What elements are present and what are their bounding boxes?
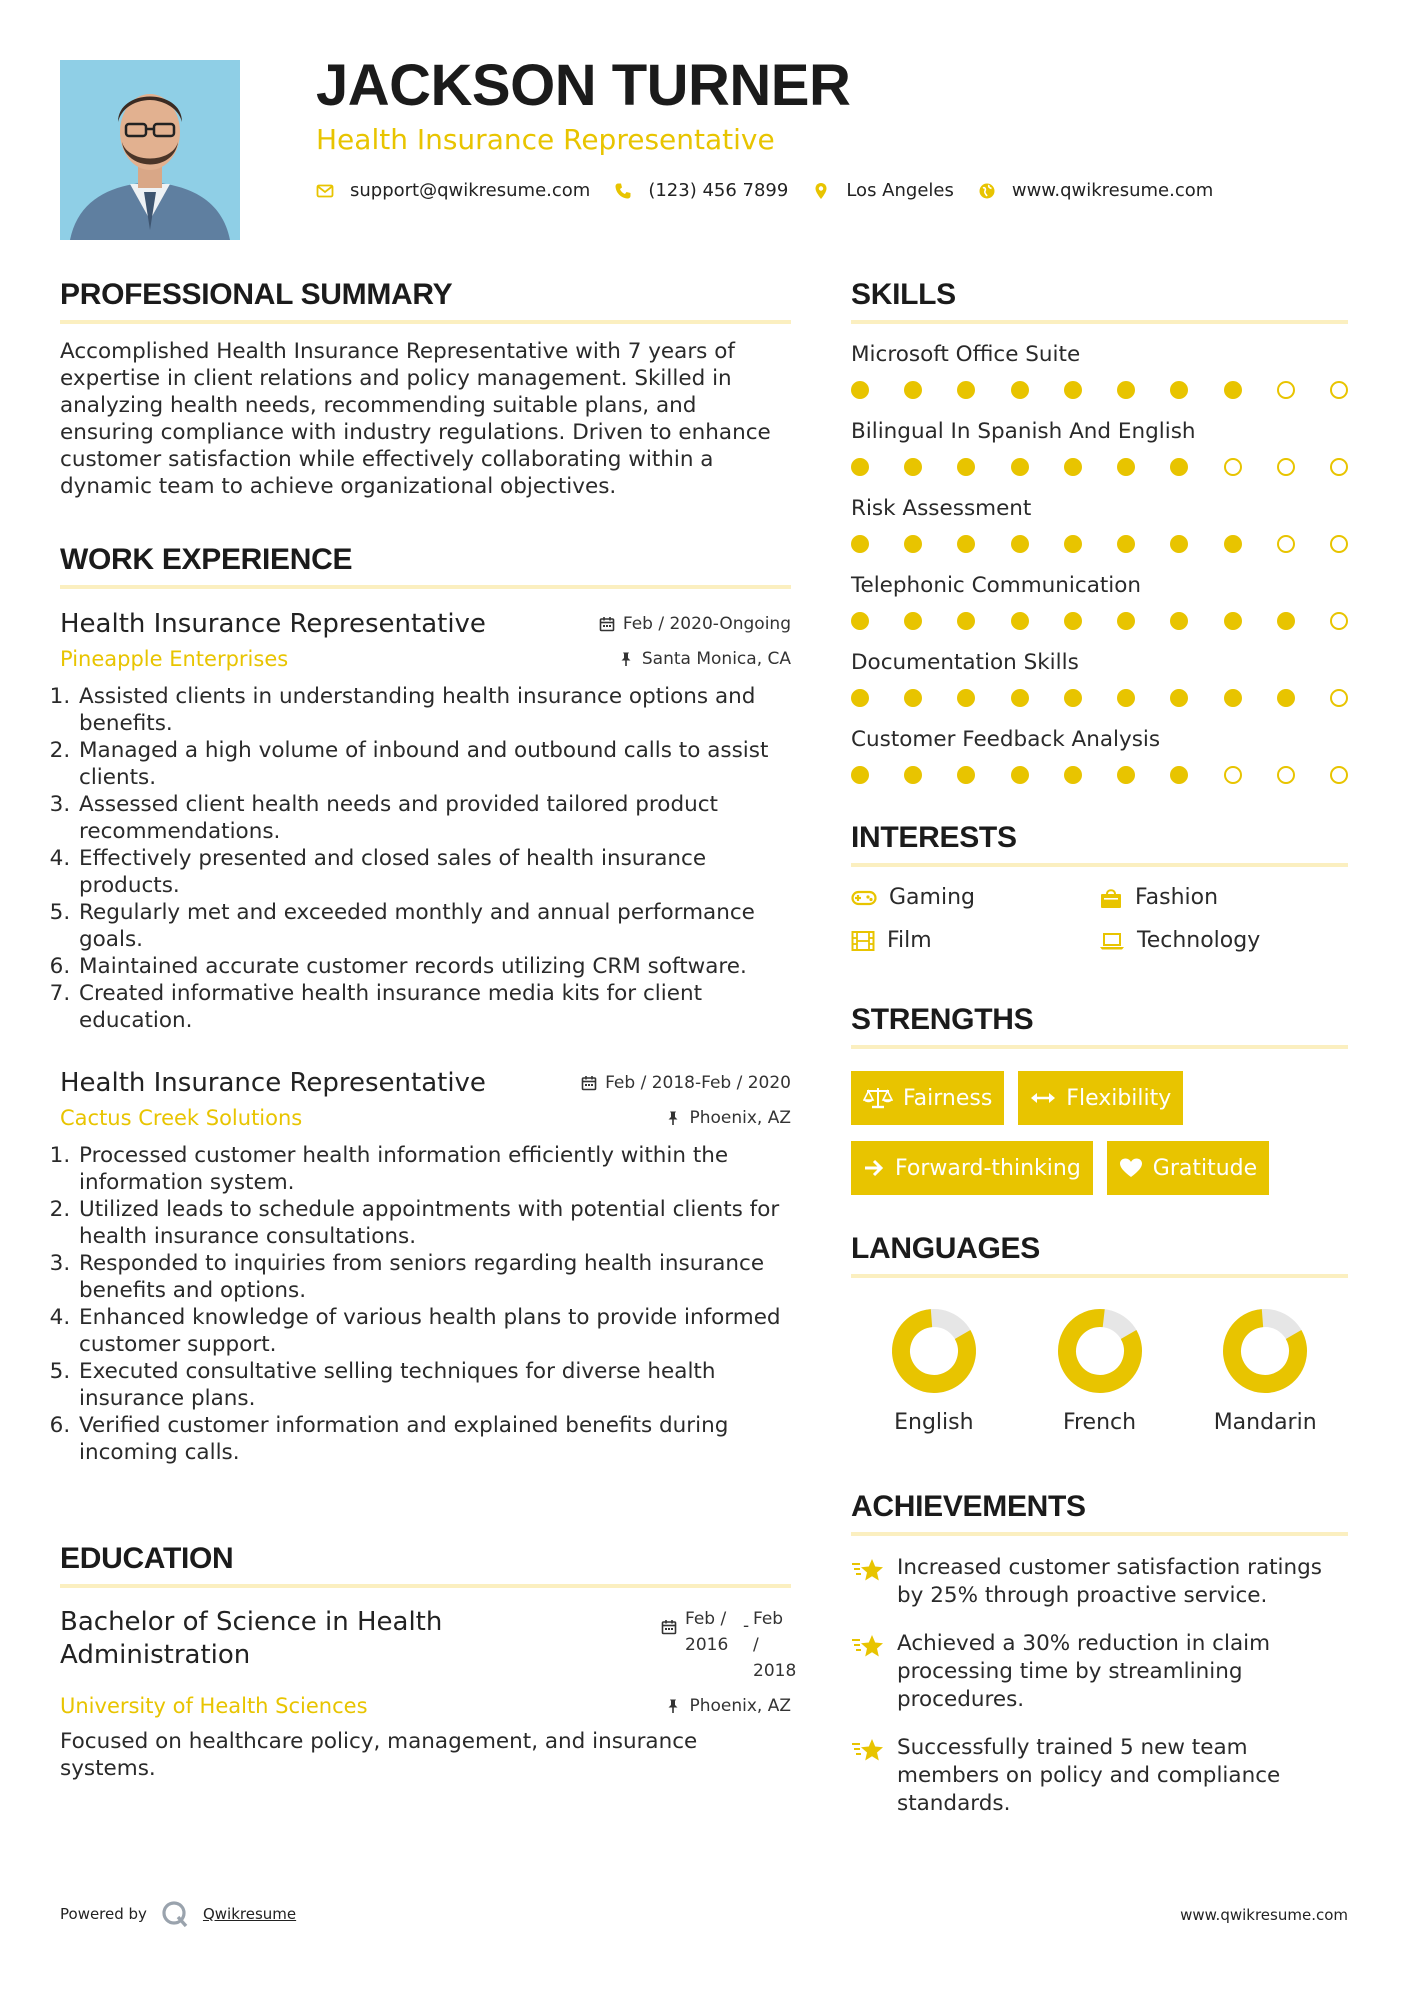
- interests-heading: INTERESTS: [851, 821, 1017, 854]
- star-icon: [851, 1736, 885, 1766]
- rating-dot-filled: [1011, 612, 1029, 630]
- job-bullet: 2. Managed a high volume of inbound and outbound calls to assist clients.: [77, 737, 791, 791]
- heart-icon: [1119, 1157, 1143, 1179]
- job-entry: [60, 609, 791, 1034]
- job-entry: [60, 1068, 791, 1466]
- powered-by-label: Powered by: [60, 1905, 147, 1923]
- skill-rating: [851, 381, 1348, 399]
- rating-dot-filled: [1064, 612, 1082, 630]
- achievement-text: Achieved a 30% reduction in claim processing time by streamlining procedures.: [897, 1631, 1271, 1712]
- job-bullet: 3. Assessed client health needs and provided tailored product recommendations.: [77, 791, 791, 845]
- job-bullet: 4. Enhanced knowledge of various health plans to provide informed customer support.: [77, 1304, 791, 1358]
- rating-dot-empty: [1330, 535, 1348, 553]
- education-location-text: Phoenix, AZ: [689, 1696, 791, 1716]
- job-bullet: 1. Assisted clients in understanding health insurance options and benefits.: [77, 683, 791, 737]
- job-bullet: 6. Maintained accurate customer records utilizing CRM software.: [77, 953, 791, 980]
- job-bullet: 5. Regularly met and exceeded monthly and annual performance goals.: [77, 899, 791, 953]
- job-dates: [581, 1073, 791, 1093]
- company-name: Cactus Creek Solutions: [60, 1106, 303, 1130]
- strength-tag: [1107, 1141, 1269, 1195]
- interest-label: Gaming: [889, 885, 975, 910]
- arrow-right-icon: [863, 1158, 885, 1178]
- pushpin-icon: [665, 1698, 681, 1714]
- contact-phone: (123) 456 7899: [648, 180, 789, 201]
- job-bullet: 7. Created informative health insurance media kits for client education.: [77, 980, 791, 1034]
- rating-dot-filled: [1064, 381, 1082, 399]
- education-start-year: 2016: [685, 1635, 729, 1655]
- candidate-title: Health Insurance Representative: [316, 123, 775, 156]
- achievements-section: [851, 1490, 1348, 1818]
- skill-rating: [851, 458, 1348, 476]
- section-divider: [851, 1274, 1348, 1278]
- rating-dot-filled: [1064, 535, 1082, 553]
- skill-rating: [851, 766, 1348, 784]
- rating-dot-filled: [1117, 381, 1135, 399]
- strength-label: Fairness: [903, 1085, 993, 1111]
- rating-dot-empty: [1277, 458, 1295, 476]
- job-location: [618, 649, 791, 669]
- footer-website[interactable]: www.qwikresume.com: [1180, 1906, 1348, 1924]
- pushpin-icon: [665, 1110, 681, 1126]
- rating-dot-empty: [1277, 766, 1295, 784]
- calendar-icon: [581, 1075, 597, 1091]
- summary-text: Accomplished Health Insurance Representative with 7 years of expertise in client relations and policy management. Skilled in analyzing health needs, recommending suitable plans, and ensuring compliance with industry regulations. Driven to enhance customer satisfaction while effectively collaborating within a dynamic team to achieve organizational objectives.: [60, 339, 771, 499]
- skill-item: [851, 419, 1348, 476]
- rating-dot-filled: [1011, 458, 1029, 476]
- rating-dot-filled: [851, 766, 869, 784]
- star-icon: [851, 1556, 885, 1586]
- rating-dot-empty: [1330, 689, 1348, 707]
- summary-heading: PROFESSIONAL SUMMARY: [60, 278, 453, 311]
- rating-dot-filled: [904, 381, 922, 399]
- rating-dot-filled: [851, 689, 869, 707]
- contact-location: Los Angeles: [846, 180, 954, 201]
- rating-dot-filled: [1117, 612, 1135, 630]
- strength-label: Gratitude: [1152, 1155, 1258, 1181]
- skill-name: Risk Assessment: [851, 496, 1032, 521]
- job-bullet: 2. Utilized leads to schedule appointments with potential clients for health insurance consultations.: [77, 1196, 791, 1250]
- rating-dot-filled: [851, 612, 869, 630]
- skill-name: Customer Feedback Analysis: [851, 727, 1161, 752]
- rating-dot-filled: [957, 381, 975, 399]
- pushpin-icon: [618, 651, 634, 667]
- job-title: Health Insurance Representative: [60, 609, 486, 639]
- contact-website[interactable]: www.qwikresume.com: [1011, 180, 1214, 201]
- education-end-year: 2018: [753, 1661, 797, 1681]
- section-divider: [60, 320, 791, 324]
- education-description: Focused on healthcare policy, management, and insurance systems.: [60, 1729, 698, 1781]
- job-bullet: 5. Executed consultative selling techniques for diverse health insurance plans.: [77, 1358, 791, 1412]
- rating-dot-filled: [1011, 689, 1029, 707]
- rating-dot-filled: [1170, 381, 1188, 399]
- strength-label: Forward-thinking: [895, 1155, 1081, 1181]
- rating-dot-filled: [904, 766, 922, 784]
- school-name: University of Health Sciences: [60, 1694, 368, 1718]
- rating-dot-empty: [1277, 381, 1295, 399]
- laptop-icon: [1099, 931, 1125, 951]
- globe-icon: [978, 182, 996, 200]
- language-name: Mandarin: [1213, 1410, 1317, 1435]
- interest-item: [851, 928, 1099, 953]
- degree-title: Bachelor of Science in Health Administration: [60, 1607, 443, 1670]
- experience-section: [60, 543, 791, 1466]
- skill-item: [851, 650, 1348, 707]
- interest-list: [851, 885, 1348, 953]
- rating-dot-filled: [851, 535, 869, 553]
- rating-dot-filled: [1170, 689, 1188, 707]
- job-subheader: [60, 647, 791, 671]
- education-heading: EDUCATION: [60, 1542, 234, 1575]
- rating-dot-filled: [904, 535, 922, 553]
- rating-dot-filled: [904, 458, 922, 476]
- skill-rating: [851, 689, 1348, 707]
- rating-dot-filled: [1224, 689, 1242, 707]
- rating-dot-filled: [957, 766, 975, 784]
- ring-fill: [1057, 1308, 1143, 1394]
- strengths-heading: STRENGTHS: [851, 1003, 1034, 1036]
- balance-scale-icon: [863, 1086, 893, 1110]
- achievements-heading: ACHIEVEMENTS: [851, 1490, 1086, 1523]
- job-bullet: 6. Verified customer information and explained benefits during incoming calls.: [77, 1412, 791, 1466]
- calendar-icon: [599, 616, 615, 632]
- rating-dot-filled: [1224, 535, 1242, 553]
- skill-list: [851, 342, 1348, 784]
- rating-dot-empty: [1330, 766, 1348, 784]
- achievement-text: Successfully trained 5 new team members on policy and compliance standards.: [897, 1735, 1281, 1816]
- section-divider: [851, 863, 1348, 867]
- education-location: [665, 1696, 791, 1716]
- job-location-text: Santa Monica, CA: [641, 649, 791, 669]
- interest-label: Film: [887, 928, 932, 953]
- section-divider: [851, 1532, 1348, 1536]
- interest-item: [1099, 885, 1347, 910]
- language-proficiency-ring: [891, 1308, 977, 1394]
- rating-dot-filled: [1064, 458, 1082, 476]
- rating-dot-filled: [957, 458, 975, 476]
- rating-dot-filled: [1277, 689, 1295, 707]
- qwikresume-logo-icon: [161, 1900, 189, 1928]
- envelope-icon: [316, 182, 334, 200]
- rating-dot-filled: [851, 381, 869, 399]
- profile-photo: [60, 60, 240, 240]
- film-icon: [851, 930, 875, 952]
- education-end-month: Feb /: [753, 1609, 784, 1655]
- rating-dot-filled: [1064, 689, 1082, 707]
- section-divider: [851, 1045, 1348, 1049]
- language-name: English: [894, 1410, 974, 1435]
- contact-email[interactable]: support@qwikresume.com: [350, 180, 591, 201]
- job-location-text: Phoenix, AZ: [689, 1108, 791, 1128]
- rating-dot-filled: [851, 458, 869, 476]
- experience-heading: WORK EXPERIENCE: [60, 543, 353, 576]
- rating-dot-filled: [1117, 766, 1135, 784]
- interest-item: [851, 885, 1099, 910]
- job-header: [60, 1068, 791, 1098]
- rating-dot-empty: [1277, 535, 1295, 553]
- rating-dot-filled: [904, 612, 922, 630]
- education-section: [60, 1542, 797, 1782]
- skill-name: Bilingual In Spanish And English: [851, 419, 1196, 444]
- education-date-dash: -: [743, 1616, 750, 1636]
- strengths-section: [851, 1003, 1348, 1195]
- job-dates-text: Feb / 2020-Ongoing: [622, 614, 791, 634]
- job-dates-text: Feb / 2018-Feb / 2020: [605, 1073, 791, 1093]
- skill-name: Telephonic Communication: [851, 573, 1142, 598]
- interest-label: Technology: [1137, 928, 1261, 953]
- languages-heading: LANGUAGES: [851, 1232, 1040, 1265]
- rating-dot-filled: [1170, 458, 1188, 476]
- education-dates: [661, 1606, 797, 1684]
- job-dates: [599, 614, 791, 634]
- company-name: Pineapple Enterprises: [60, 647, 289, 671]
- rating-dot-empty: [1224, 766, 1242, 784]
- rating-dot-filled: [1117, 689, 1135, 707]
- rating-dot-empty: [1330, 381, 1348, 399]
- job-bullet: 3. Responded to inquiries from seniors regarding health insurance benefits and options.: [77, 1250, 791, 1304]
- skill-item: [851, 727, 1348, 784]
- rating-dot-filled: [1170, 612, 1188, 630]
- job-bullet: 4. Effectively presented and closed sales of health insurance products.: [77, 845, 791, 899]
- rating-dot-filled: [1117, 458, 1135, 476]
- skills-section: [851, 278, 1348, 784]
- achievement-item: [851, 1630, 1348, 1714]
- skill-name: Documentation Skills: [851, 650, 1079, 675]
- interest-item: [1099, 928, 1347, 953]
- phone-icon: [614, 182, 632, 200]
- rating-dot-empty: [1330, 458, 1348, 476]
- section-divider: [60, 1584, 791, 1588]
- job-bullets: [60, 683, 791, 1034]
- job-header: [60, 609, 791, 639]
- achievement-list: [851, 1554, 1348, 1818]
- rating-dot-filled: [1277, 612, 1295, 630]
- shopping-bag-icon: [1099, 887, 1123, 909]
- footer-powered-by: [60, 1900, 296, 1928]
- qwikresume-link[interactable]: Qwikresume: [202, 1905, 297, 1923]
- job-location: [665, 1108, 791, 1128]
- interests-section: [851, 821, 1348, 953]
- skill-rating: [851, 535, 1348, 553]
- strength-tags: [851, 1071, 1348, 1195]
- skill-item: [851, 496, 1348, 553]
- rating-dot-filled: [957, 535, 975, 553]
- map-marker-icon: [812, 182, 830, 200]
- job-list: [60, 609, 791, 1466]
- strength-tag: [851, 1141, 1093, 1195]
- section-divider: [60, 585, 791, 589]
- rating-dot-filled: [1011, 766, 1029, 784]
- skills-heading: SKILLS: [851, 278, 956, 311]
- job-subheader: [60, 1106, 791, 1130]
- rating-dot-empty: [1330, 612, 1348, 630]
- strength-tag: [851, 1071, 1004, 1125]
- achievement-item: [851, 1734, 1348, 1818]
- interest-label: Fashion: [1135, 885, 1219, 910]
- star-icon: [851, 1632, 885, 1662]
- rating-dot-filled: [1224, 381, 1242, 399]
- rating-dot-filled: [1011, 535, 1029, 553]
- section-divider: [851, 320, 1348, 324]
- language-proficiency-ring: [1057, 1308, 1143, 1394]
- job-bullet: 1. Processed customer health information efficiently within the information system.: [77, 1142, 791, 1196]
- rating-dot-filled: [1224, 612, 1242, 630]
- rating-dot-filled: [1011, 381, 1029, 399]
- rating-dot-filled: [1064, 766, 1082, 784]
- strength-tag: [1018, 1071, 1183, 1125]
- rating-dot-filled: [1117, 535, 1135, 553]
- skill-name: Microsoft Office Suite: [851, 342, 1081, 367]
- rating-dot-filled: [904, 689, 922, 707]
- languages-section: [851, 1232, 1348, 1435]
- education-entry: [60, 1606, 797, 1782]
- rating-dot-filled: [1170, 766, 1188, 784]
- education-start-month: Feb /: [685, 1609, 727, 1629]
- skill-rating: [851, 612, 1348, 630]
- language-proficiency-ring: [1222, 1308, 1308, 1394]
- language-item: [1017, 1308, 1183, 1435]
- gamepad-icon: [851, 888, 877, 908]
- rating-dot-filled: [1170, 535, 1188, 553]
- language-name: French: [1062, 1410, 1137, 1435]
- summary-section: [60, 278, 791, 500]
- achievement-text: Increased customer satisfaction ratings by 25% through proactive service.: [897, 1555, 1323, 1608]
- candidate-name: JACKSON TURNER: [316, 53, 851, 118]
- job-bullets: [60, 1142, 791, 1466]
- language-item: [851, 1308, 1017, 1435]
- calendar-icon: [661, 1619, 677, 1635]
- arrows-h-icon: [1030, 1090, 1056, 1106]
- contact-bar: [316, 180, 1237, 201]
- language-list: [851, 1308, 1348, 1435]
- job-title: Health Insurance Representative: [60, 1068, 486, 1098]
- skill-item: [851, 573, 1348, 630]
- rating-dot-filled: [957, 612, 975, 630]
- language-item: [1182, 1308, 1348, 1435]
- strength-label: Flexibility: [1066, 1085, 1172, 1111]
- rating-dot-empty: [1224, 458, 1242, 476]
- rating-dot-filled: [957, 689, 975, 707]
- skill-item: [851, 342, 1348, 399]
- achievement-item: [851, 1554, 1348, 1610]
